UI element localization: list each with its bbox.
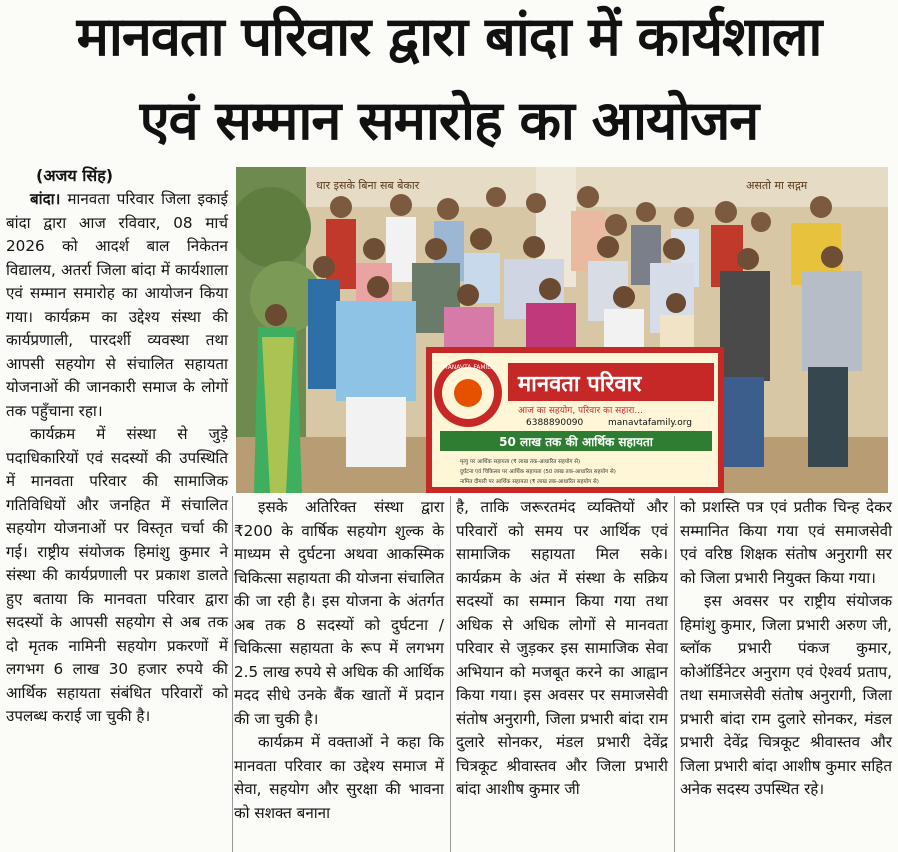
paragraph: है, ताकि जरूरतमंद व्यक्तियों और परिवारों को समय पर आर्थिक एवं सामाजिक सहायता मिल सके। कार्यक्रम के अंत में संस्था के सक्रिय सदस्यों का सम्मान किया गया तथा अधिक से अधिक लोगों से मानवता परिवार से जुड़कर इस सामाजिक सेवा अभियान को मजबूत करने का आह्वान किया गया। इस अवसर पर समाजसेवी संतोष अनुरागी, जिला प्रभारी बांदा राम दुलारे सोनकर, मंडल प्रभारी देवेंद्र चित्रकूट श्रीवास्तव और जिला प्रभारी बांदा आशीष कुमार जी [456,498,668,798]
paragraph: इसके अतिरिक्त संस्था द्वारा ₹200 के वार्षिक सहयोग शुल्क के माध्यम से दुर्घटना अथवा आकस्मिक चिकित्सा सहायता की योजना संचालित की जा रही है। इस योजना के अंतर्गत अब तक 8 सदस्यों को दुर्घटना / चिकित्सा सहायता के रूप में लगभग 2.5 लाख रुपये से अधिक की आर्थिक मदद सीधे उनके बैंक खातों में प्रदान की जा चुकी है। [234,498,444,728]
group-photo [236,167,888,493]
paragraph: कार्यक्रम में संस्था से जुड़े पदाधिकारियों एवं सदस्यों की उपस्थिति में मानवता परिवार की सामाजिक गतिविधियों और जनहित में संचालित सहयोग योजनाओं पर विस्तृत चर्चा की गई। राष्ट्रीय संयोजक हिमांशु कुमार ने संस्था की कार्यप्रणाली पर प्रकाश डालते हुए बताया कि मानवता परिवार द्वारा सदस्यों के आपसी सहयोग से अब तक दो मृतक नामिनी सहयोग प्रकरणों में लगभग 6 लाख 30 हजार रुपये की आर्थिक सहायता संबंधित परिवारों को उपलब्ध कराई जा चुकी है। [6,425,228,725]
column-divider [674,496,675,852]
banner-title: मानवता परिवार [518,372,642,397]
paragraph: को प्रशस्ति पत्र एवं प्रतीक चिन्ह देकर सम्मानित किया गया एवं समाजसेवी एवं वरिष्ठ शिक्षक संतोष अनुरागी सर को जिला प्रभारी नियुक्त किया गया। [680,498,892,587]
column-divider [450,496,451,852]
dateline: बांदा। [30,190,61,208]
paragraph: कार्यक्रम में वक्ताओं ने कहा कि मानवता परिवार का उद्देश्य समाज में सेवा, सहयोग और सुरक्षा की भावना को सशक्त बनाना [234,733,444,822]
byline: (अजय सिंह) [36,166,114,185]
banner-phone: 6388890090 [526,418,584,428]
banner-tagline: आज का सहयोग, परिवार का सहारा... [518,406,643,416]
article-column-3 [456,496,668,802]
article-column-2 [234,496,444,825]
headline-line-2: एवं सम्मान समारोह का आयोजन [139,89,759,152]
wall-sign-left: धार इसके बिना सब बेकार [316,179,420,192]
article-column-1 [6,164,228,729]
banner-point-2: दुर्घटना एवं चिकित्सा पर आर्थिक सहायता (50 लाख तक-आधारित सहयोग से) [460,469,616,475]
article-column-4 [680,496,892,802]
banner-strip: 50 लाख तक की आर्थिक सहायता [499,435,653,449]
headline-line-1: मानवता परिवार द्वारा बांदा में कार्यशाला [76,5,822,68]
paragraph-text: मानवता परिवार जिला इकाई बांदा द्वारा आज रविवार, 08 मार्च 2026 को आदर्श बाल निकेतन विद्यालय, अतर्रा जिला बांदा में कार्यशाला एवं सम्मान समारोह का आयोजन किया गया। कार्यक्रम का उद्देश्य संस्था की कार्यप्रणाली, पारदर्शी व्यवस्था तथा आपसी सहयोग से संचालित सहायता योजनाओं की जानकारी समाज के लोगों तक पहुँचाना रहा। [6,190,228,420]
wall-sign-right: असतो मा सद्गम [746,179,808,192]
banner-point-1: मृत्यु पर आर्थिक सहायता (₹ लाख तक-आधारित सहयोग से) [460,459,581,465]
banner [426,347,724,493]
paragraph [6,188,228,423]
banner-point-3: नामित दीमारी पर आर्थिक सहायता (₹ लाख तक-आधारित सहयोग से) [460,479,599,485]
banner-web: manavtafamily.org [608,418,692,428]
column-divider [232,496,233,852]
paragraph: इस अवसर पर राष्ट्रीय संयोजक हिमांशु कुमार, जिला प्रभारी अरुण जी, ब्लॉक प्रभारी पंकज कुमार, कोऑर्डिनेटर अनुराग एवं ऐश्वर्य प्रताप, तथा समाजसेवी संतोष अनुरागी, जिला प्रभारी बांदा राम दुलारे सोनकर, मंडल प्रभारी देवेंद्र चित्रकूट श्रीवास्तव और जिला प्रभारी बांदा आशीष कुमार सहित अनेक सदस्य उपस्थित रहे। [680,592,892,798]
banner-logo-text: MANAVTA FAMILY [442,364,494,371]
